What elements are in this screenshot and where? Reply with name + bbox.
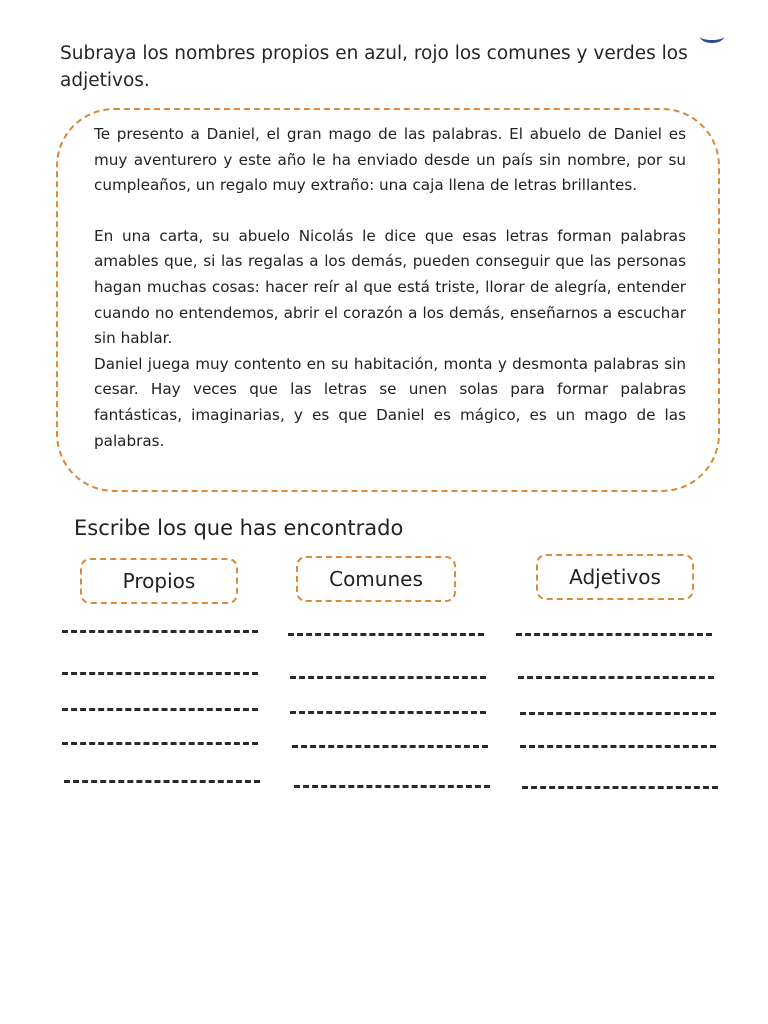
story-paragraph-3: Daniel juega muy contento en su habitación, monta y desmonta palabras sin cesar. Hay veces que las letras se unen solas para formar palabras fantásticas, imaginarias, y es que Daniel es mágico, es un mago de las palabras.: [94, 354, 686, 450]
story-paragraph-1: Te presento a Daniel, el gran mago de las palabras. El abuelo de Daniel es muy aventurero y este año le ha enviado desde un país sin nombre, por su cumpleaños, un regalo muy extraño: una caja llena de letras brillantes.: [94, 125, 686, 195]
answer-line-propios-4[interactable]: [62, 742, 258, 745]
answer-line-propios-1[interactable]: [62, 630, 258, 633]
write-heading: Escribe los que has encontrado: [74, 516, 404, 540]
answer-line-comunes-1[interactable]: [288, 633, 484, 636]
answer-line-comunes-5[interactable]: [294, 785, 490, 788]
story-text: [94, 122, 686, 454]
answer-line-propios-2[interactable]: [62, 672, 258, 675]
category-comunes: Comunes: [296, 556, 456, 602]
corner-mark: [700, 30, 724, 43]
answer-line-comunes-2[interactable]: [290, 676, 486, 679]
answer-line-adjetivos-1[interactable]: [516, 633, 712, 636]
answer-line-propios-5[interactable]: [64, 780, 260, 783]
story-paragraph-2: En una carta, su abuelo Nicolás le dice que esas letras forman palabras amables que, si las regalas a los demás, pueden conseguir que las personas hagan muchas cosas: hacer reír al que está triste, llorar de alegría, entender cuando no entendemos, abrir el corazón a los demás, enseñarnos a escuchar sin hablar.: [94, 226, 686, 348]
answer-line-comunes-4[interactable]: [292, 745, 488, 748]
instruction-text: Subraya los nombres propios en azul, rojo los comunes y verdes los adjetivos.: [60, 43, 688, 91]
answer-line-adjetivos-4[interactable]: [520, 745, 716, 748]
answer-line-comunes-3[interactable]: [290, 711, 486, 714]
answer-line-adjetivos-3[interactable]: [520, 712, 716, 715]
answer-line-propios-3[interactable]: [62, 708, 258, 711]
category-adjetivos: Adjetivos: [536, 554, 694, 600]
category-propios: Propios: [80, 558, 238, 604]
answer-line-adjetivos-5[interactable]: [522, 786, 718, 789]
answer-line-adjetivos-2[interactable]: [518, 676, 714, 679]
